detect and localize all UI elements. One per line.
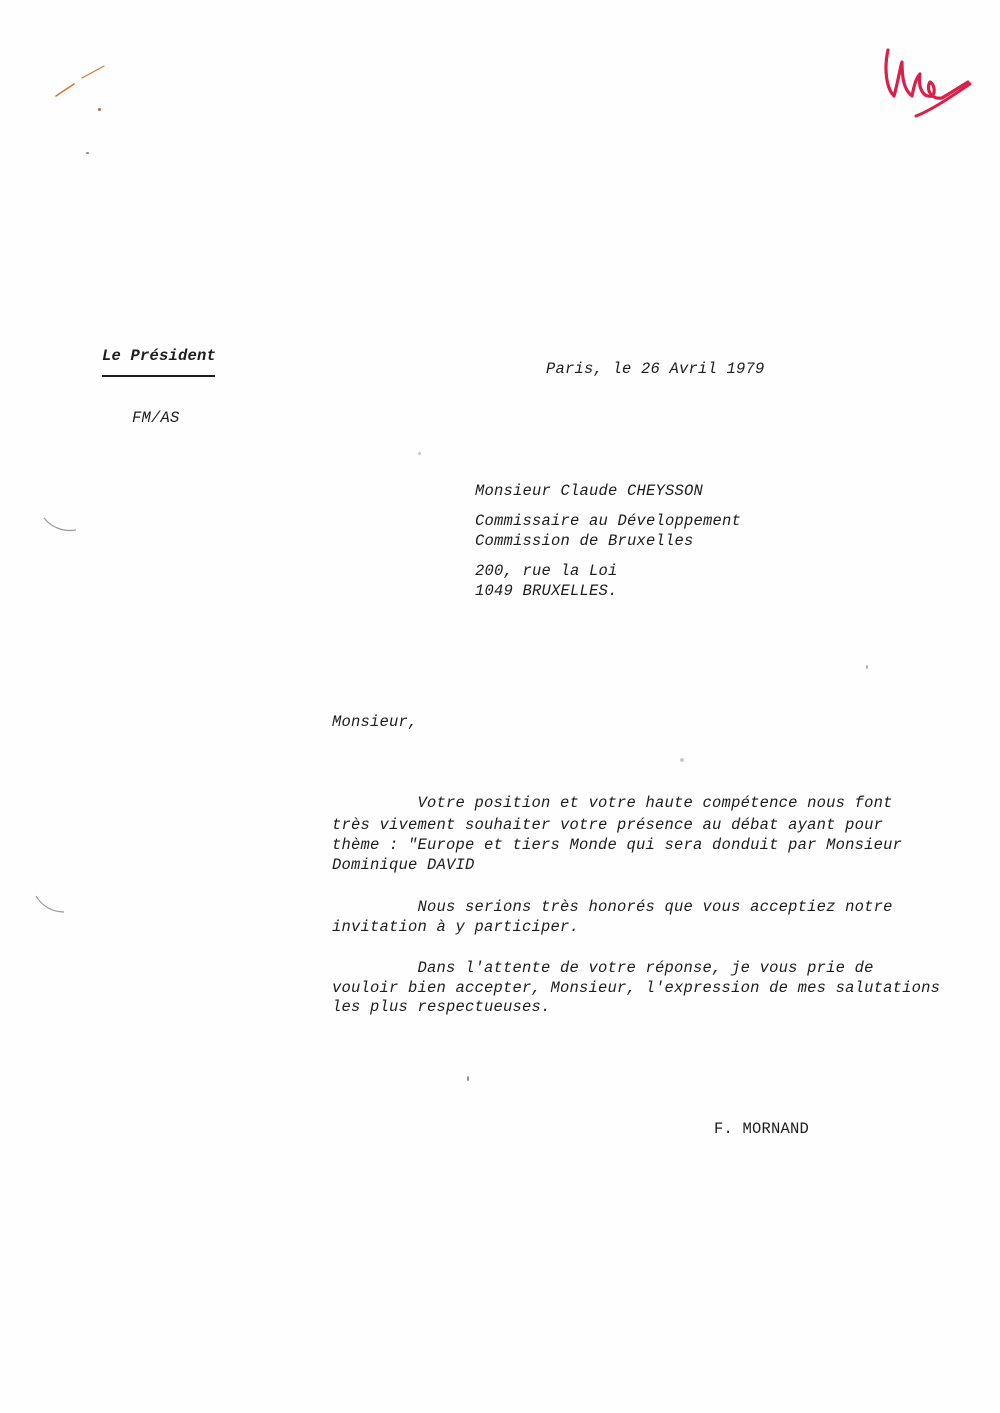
recipient-street: 200, rue la Loi <box>475 562 618 580</box>
paper-speck <box>418 452 421 455</box>
recipient-name: Monsieur Claude CHEYSSON <box>475 482 704 500</box>
reference-code: FM/AS <box>132 409 180 427</box>
salutation: Monsieur, <box>332 713 418 731</box>
paper-crease-mark <box>40 510 80 540</box>
paper-speck <box>680 758 684 762</box>
body-line: Dominique DAVID <box>332 856 475 874</box>
signature-name: F. MORNAND <box>714 1120 810 1138</box>
paper-speck <box>866 665 868 669</box>
recipient-title: Commissaire au Développement <box>475 512 742 530</box>
body-line: Votre position et votre haute compétence nous font <box>332 794 893 812</box>
body-line: vouloir bien accepter, Monsieur, l'expression de mes salutations <box>332 979 941 997</box>
recipient-city: 1049 BRUXELLES. <box>475 582 618 600</box>
red-handwritten-initials <box>872 38 982 128</box>
recipient-organization: Commission de Bruxelles <box>475 532 694 550</box>
paper-speck <box>98 108 101 111</box>
place-date: Paris, le 26 Avril 1979 <box>546 360 765 378</box>
body-line: très vivement souhaiter votre présence au débat ayant pour <box>332 816 884 834</box>
paper-crease-mark <box>30 890 70 920</box>
body-line: invitation à y participer. <box>332 918 580 936</box>
sender-title: Le Président <box>102 347 217 365</box>
orange-pencil-mark <box>52 60 112 100</box>
body-line: Dans l'attente de votre réponse, je vous prie de <box>332 959 874 977</box>
body-line: les plus respectueuses. <box>332 998 551 1016</box>
sender-title-underline <box>102 375 215 377</box>
paper-speck <box>467 1076 469 1081</box>
paper-speck <box>86 152 89 154</box>
body-line: Nous serions très honorés que vous acceptiez notre <box>332 898 893 916</box>
body-line: thème : "Europe et tiers Monde qui sera donduit par Monsieur <box>332 836 903 854</box>
